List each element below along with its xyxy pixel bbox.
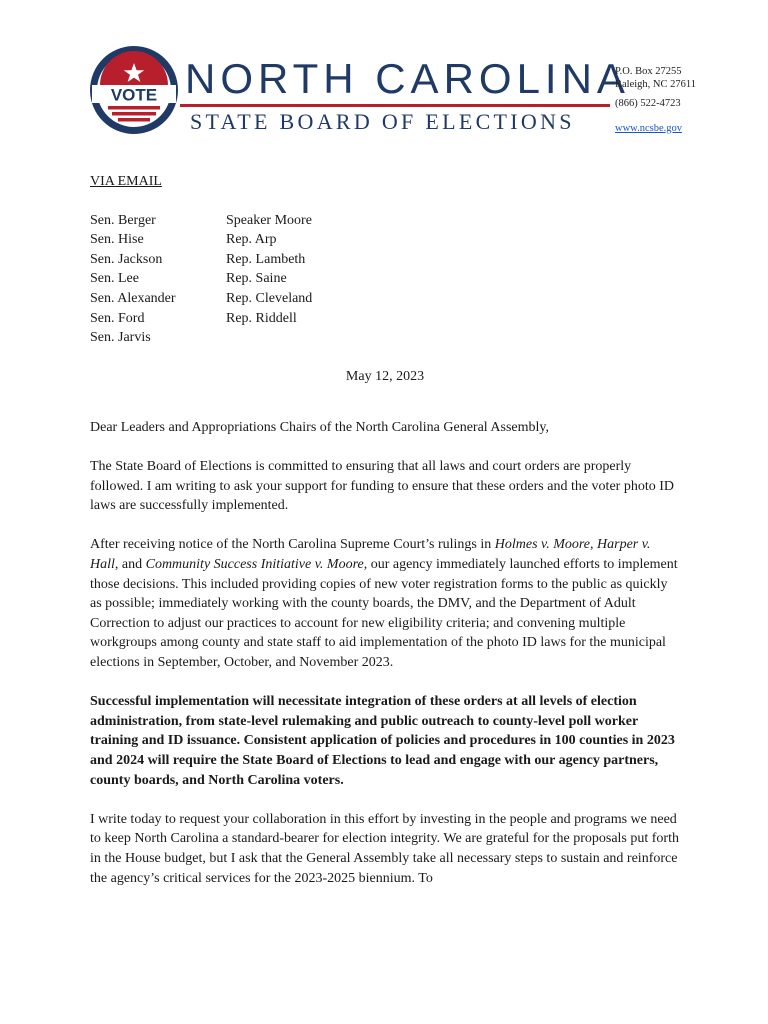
recipient: Sen. Lee (90, 271, 139, 287)
contact-block (615, 66, 715, 135)
recipient: Sen. Berger (90, 212, 156, 228)
divider-line (180, 104, 610, 107)
address-line-2: Raleigh, NC 27611 (615, 78, 696, 90)
case-name-harper: Harper v. Hall (90, 537, 651, 572)
para2-text-3: , and (114, 557, 146, 572)
org-subtitle: STATE BOARD OF ELECTIONS (190, 109, 575, 134)
recipients-block (90, 211, 680, 348)
recipient: Sen. Jackson (90, 251, 163, 267)
recipient: Rep. Riddell (226, 310, 297, 326)
paragraph-4: I write today to request your collaboration in this effort by investing in the people and programs we need to keep North Carolina a standard-bearer for election integrity. We are grateful for the proposals put forth in the House budget, but I ask that the General Assembly take all necessary steps to sustain and reinforce the agency’s critical services for the 2023-2025 biennium. To (90, 811, 679, 886)
recipient: Sen. Jarvis (90, 330, 151, 346)
paragraph-1: The State Board of Elections is committed to ensuring that all laws and court orders are properly followed. I am writing to ask your support for funding to ensure that these orders and the voter photo ID laws are successfully implemented. (90, 459, 674, 514)
letter-date: May 12, 2023 (345, 369, 425, 385)
para2-text-4: , our agency immediately launched efforts to implement those decisions. This included providing copies of new voter registration forms to the public as quickly as possible; immediately working with the county boards, the DMV, and the Department of Adult Correction to adjust our practices to account for new eligibility criteria; and convening multiple workgroups among county and state staff to aid implementation of the photo ID laws for the municipal elections in September, October, and November 2023. (90, 557, 678, 670)
letterhead (88, 44, 708, 140)
recipient: Rep. Arp (226, 232, 277, 248)
recipient: Rep. Cleveland (226, 290, 313, 306)
case-name-csi: Community Success Initiative v. Moore (145, 557, 364, 572)
senators-column (90, 211, 226, 348)
recipient: Rep. Saine (226, 271, 287, 287)
recipient: Sen. Hise (90, 232, 144, 248)
para2-text-2: , (590, 537, 598, 553)
letter-body (90, 172, 680, 888)
paragraph-3: Successful implementation will necessitate integration of these orders at all levels of election administration, from state-level rulemaking and public outreach to county-level poll worker training and ID issuance. Consistent application of policies and procedures in 100 counties in 2023 and 2024 will require the State Board of Elections to lead and engage with our agency partners, county boards, and North Carolina voters. (90, 694, 675, 788)
recipient: Speaker Moore (226, 212, 312, 228)
recipient: Rep. Lambeth (226, 251, 306, 267)
phone-number: (866) 522-4723 (615, 98, 681, 109)
website-link[interactable]: www.ncsbe.gov (615, 122, 682, 134)
recipient: Sen. Ford (90, 310, 145, 326)
para2-text-1: After receiving notice of the North Carolina Supreme Court’s rulings in (90, 537, 495, 553)
delivery-method: VIA EMAIL (90, 174, 162, 189)
representatives-column (226, 211, 426, 348)
address-line-1: P.O. Box 27255 (615, 66, 682, 77)
salutation: Dear Leaders and Appropriations Chairs of the North Carolina General Assembly, (90, 419, 550, 435)
case-name-holmes: Holmes v. Moore (494, 537, 591, 553)
recipient: Sen. Alexander (90, 290, 176, 306)
org-name: NORTH CAROLINA (185, 55, 630, 102)
paragraph-2 (90, 535, 680, 672)
vote-seal-logo (88, 44, 180, 136)
seal-text: VOTE (110, 85, 158, 105)
